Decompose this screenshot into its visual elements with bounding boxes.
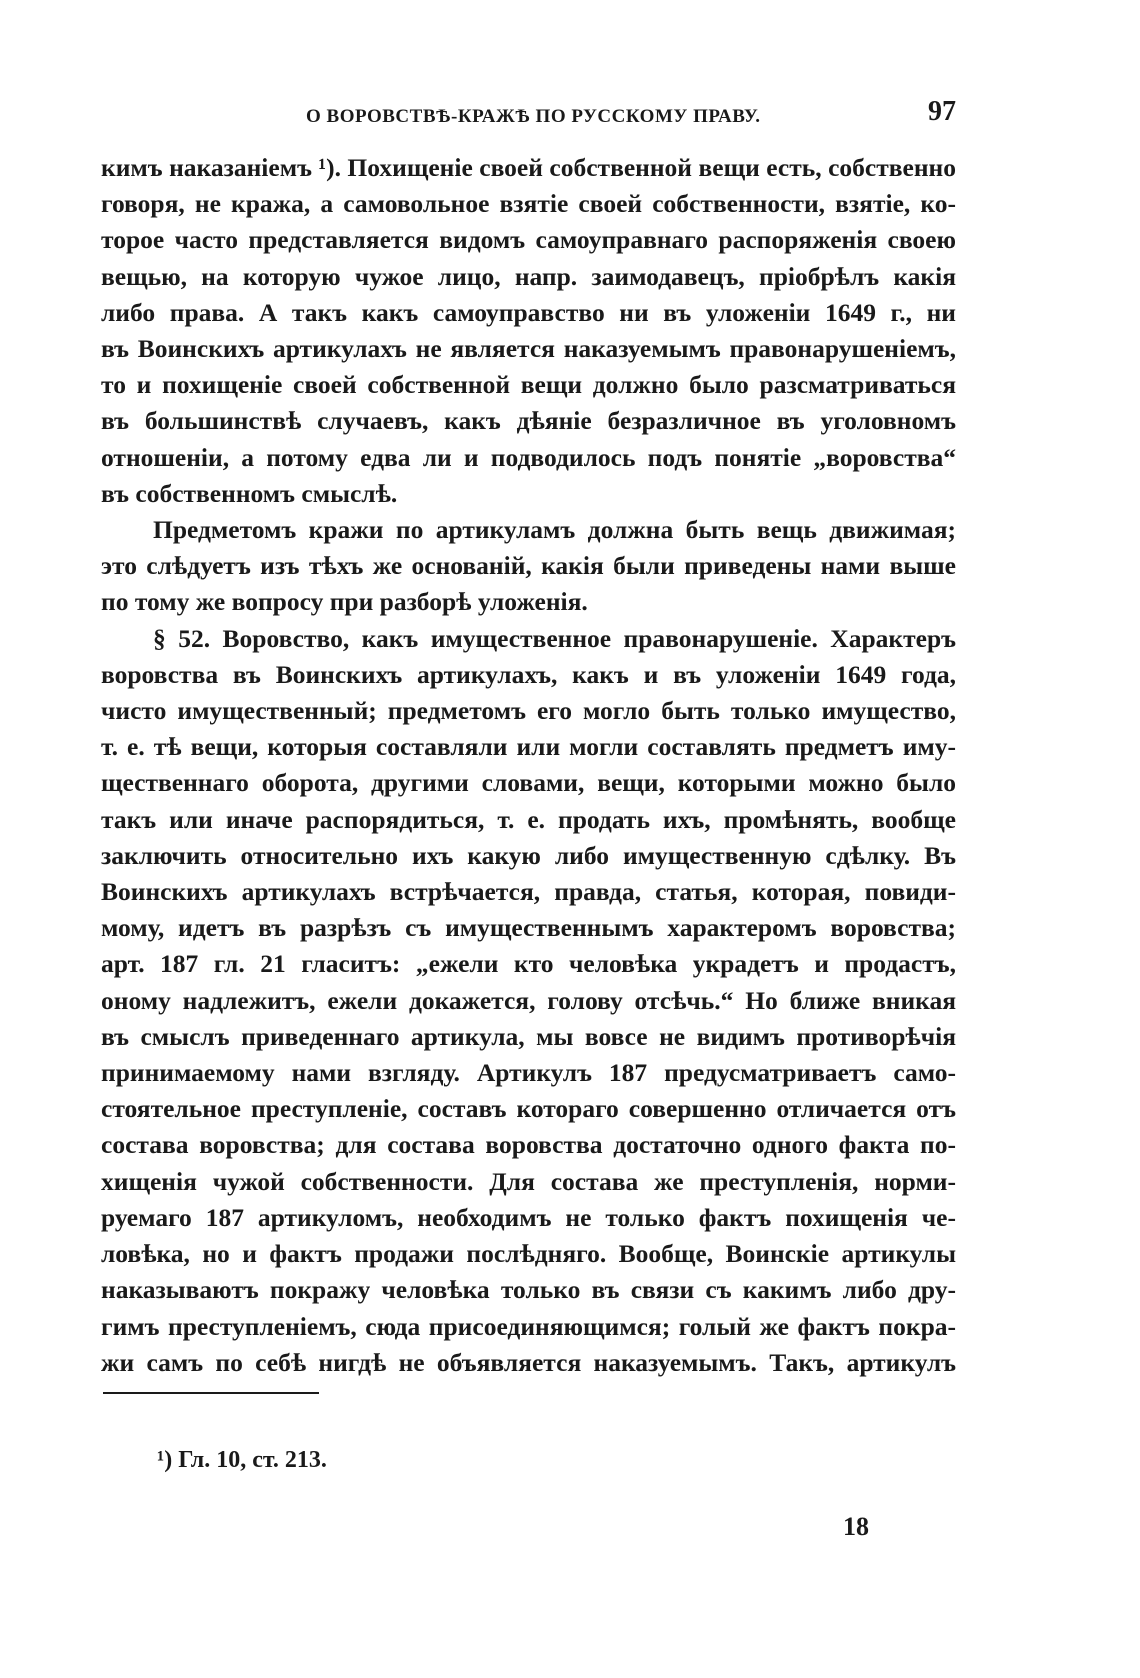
- text-line: мому, идетъ въ разрѣзъ съ имущественнымъ характеромъ воровства;: [101, 913, 956, 943]
- text-line: это слѣдуетъ изъ тѣхъ же основаній, какія были приведены нами выше: [101, 551, 956, 581]
- text-line: торое часто представляется видомъ самоуправнаго распоряженія своею: [101, 225, 956, 255]
- text-line: арт. 187 гл. 21 гласитъ: „ежели кто человѣка украдетъ и продастъ,: [101, 949, 956, 979]
- signature-mark: 18: [843, 1512, 869, 1541]
- text-line: отношеніи, а потому едва ли и подводилось подъ понятіе „воровства“: [101, 442, 956, 472]
- text-line: то и похищеніе своей собственной вещи должно было разсматриваться: [101, 370, 956, 400]
- text-line: состава воровства; для состава воровства достаточно одного факта по-: [101, 1130, 956, 1160]
- text-line: наказываютъ покражу человѣка только въ связи съ какимъ либо дру-: [101, 1275, 956, 1305]
- text-line: въ большинствѣ случаевъ, какъ дѣяніе безразличное въ уголовномъ: [101, 406, 956, 436]
- text-line: т. е. тѣ вещи, которыя составляли или могли составлять предметъ иму-: [101, 732, 956, 762]
- text-line: оному надлежитъ, ежели докажется, голову отсѣчь.“ Но ближе вникая: [101, 985, 956, 1015]
- footnote-divider: [103, 1392, 319, 1394]
- section-heading-line: § 52. Воровство, какъ имущественное правонарушеніе. Характеръ: [153, 623, 956, 653]
- text-line: заключить относительно ихъ какую либо имущественную сдѣлку. Въ: [101, 840, 956, 870]
- running-head: [96, 96, 956, 136]
- text-line: либо права. А такъ какъ самоуправство ни въ уложеніи 1649 г., ни: [101, 297, 956, 327]
- text-line: принимаемому нами взгляду. Артикулъ 187 предусматриваетъ само-: [101, 1058, 956, 1088]
- text-line: кимъ наказаніемъ ¹). Похищеніе своей собственной вещи есть, собственно: [101, 153, 956, 182]
- text-line: хищенія чужой собственности. Для состава же преступленія, норми-: [101, 1166, 956, 1196]
- text-line: щественнаго оборота, другими словами, вещи, которыми можно было: [101, 768, 956, 798]
- text-line: руемаго 187 артикуломъ, необходимъ не только фактъ похищенія че-: [101, 1202, 956, 1232]
- text-line: говоря, не кража, а самовольное взятіе своей собственности, взятіе, ко-: [101, 189, 956, 219]
- text-line: воровства въ Воинскихъ артикулахъ, какъ и въ уложеніи 1649 года,: [101, 659, 956, 689]
- text-line: въ собственномъ смыслѣ.: [101, 478, 398, 508]
- text-line: въ смыслъ приведеннаго артикула, мы вовсе не видимъ противорѣчія: [101, 1021, 956, 1051]
- text-line: жи самъ по себѣ нигдѣ не объявляется наказуемымъ. Такъ, артикулъ: [101, 1347, 956, 1377]
- running-head-title: О ВОРОВСТВѢ-КРАЖѢ ПО РУССКОМУ ПРАВУ.: [306, 106, 761, 127]
- text-line: ловѣка, но и фактъ продажи послѣдняго. Вообще, Воинскіе артикулы: [101, 1239, 956, 1269]
- page-number: 97: [928, 96, 956, 127]
- text-line: гимъ преступленіемъ, сюда присоединяющимся; голый же фактъ покра-: [101, 1311, 956, 1341]
- text-line: въ Воинскихъ артикулахъ не является наказуемымъ правонарушеніемъ,: [101, 334, 956, 364]
- text-line: вещью, на которую чужое лицо, напр. заимодавецъ, пріобрѣлъ какія: [101, 261, 956, 291]
- text-line: Предметомъ кражи по артикуламъ должна быть вещь движимая;: [153, 515, 956, 545]
- text-line: Воинскихъ артикулахъ встрѣчается, правда, статья, которая, повиди-: [101, 877, 956, 907]
- body-text: [101, 150, 956, 1381]
- text-line: такъ или иначе распорядиться, т. е. продать ихъ, промѣнять, вообще: [101, 804, 956, 834]
- text-line: чисто имущественный; предметомъ его могло быть только имущество,: [101, 696, 956, 726]
- text-line: по тому же вопросу при разборѣ уложенія.: [101, 587, 588, 617]
- text-line: стоятельное преступленіе, составъ котораго совершенно отличается отъ: [101, 1094, 956, 1124]
- footnote: ¹) Гл. 10, ст. 213.: [157, 1447, 327, 1473]
